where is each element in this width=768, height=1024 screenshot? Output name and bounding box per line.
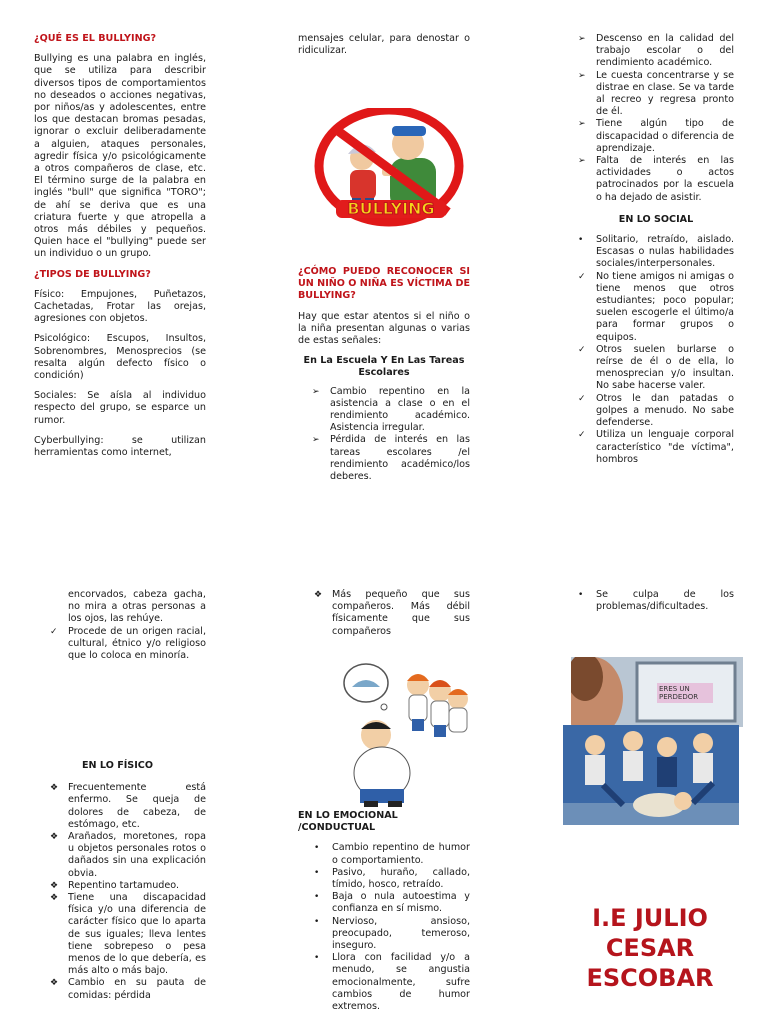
check-icon: ✓ [578,344,586,355]
list-item: ❖ Tiene una discapacidad física y/o una diferencia de carácter físico que lo aparta de sus iguales; lleva lentes tiene sobrepeso o pesa menos de lo que debería, es más alto o más bajo. [50,892,206,977]
bullying-logo-image [312,108,466,230]
school-bullying-illustration [563,725,739,825]
check-icon: ✓ [578,271,586,282]
list-item: ✓ Procede de un origen racial, cultural, étnico y/o religioso que lo coloca en minoría. [50,625,206,662]
list-item: ❖ Repentino tartamudeo. [50,879,180,891]
paragraph-encorvados: encorvados, cabeza gacha, no mira a otras personas a los ojos, las rehúye. [68,589,206,625]
title-line: ESCOBAR [586,964,714,992]
list-item: ➢ Le cuesta concentrarse y se distrae en clase. Se va tarde al recreo y regresa pronto de él. [578,69,734,118]
panel-emocional [298,810,470,1013]
heading-que-es: ¿QUÉ ES EL BULLYING? [34,33,157,44]
bullet-icon: • [578,235,584,246]
list-item: • Se culpa de los problemas/dificultades. [578,589,734,613]
diamond-bullet-icon: ❖ [50,832,59,843]
list-pequeno [314,589,470,638]
list-social [578,234,734,466]
institution-title [570,903,730,993]
arrow-bullet-icon: ➢ [578,34,586,44]
list-item: • Llora con facilidad y/o a menudo, se angustia emocionalmente, sufre cambios de humor extremos. [314,952,470,1013]
list-item: ❖ Cambio en su pauta de comidas: pérdida [50,977,206,1001]
list-item: • Pasivo, huraño, callado, tímido, hosco, retraído. [314,866,470,891]
paragraph-cyberbullying: Cyberbullying: se utilizan herramientas como internet, [34,434,206,459]
list-item: ➢ Descenso en la calidad del trabajo escolar o del rendimiento académico. [578,33,734,69]
list-item: • Nervioso, ansioso, preocupado, temeroso, inseguro. [314,915,470,952]
list-item: • Cambio repentino de humor o comportamiento. [314,842,470,866]
diamond-bullet-icon: ❖ [50,783,59,794]
diamond-bullet-icon: ❖ [50,880,59,891]
panel-reconocer-body [298,266,470,483]
check-icon: ✓ [578,393,586,404]
list-item: ✓ Utiliza un lenguaje corporal característico "de víctima", hombros [578,429,734,465]
list-item: • Solitario, retraído, aislado. Escasas o nulas habilidades sociales/interpersonales. [578,234,734,270]
heading-tipos: ¿TIPOS DE BULLYING? [34,268,151,280]
panel-fisico [50,760,206,1002]
check-icon: ✓ [578,430,586,441]
arrow-bullet-icon: ➢ [578,156,586,167]
list-item: ❖ Frecuentemente está enfermo. Se queja de dolores de cabeza, de estómago, etc. [50,782,206,830]
bullying-logo-label: BULLYING [336,200,446,218]
heading-social: EN LO SOCIAL [618,213,694,225]
heading-escuela: En La Escuela Y En Las Tareas Escolares [303,355,465,379]
heading-como-reconocer: ¿CÓMO PUEDO RECONOCER SI UN NIÑO O NIÑA ES VÍCTIMA DE BULLYING? [298,266,470,302]
bullied-child-illustration [340,655,472,807]
screen-text: ERES UN PERDEDOR [657,683,713,703]
check-icon: ✓ [50,626,58,637]
bullet-icon: • [314,953,320,964]
title-line: CESAR [605,934,695,962]
heading-emocional: EN LO EMOCIONAL /CONDUCTUAL [298,810,398,834]
arrow-bullet-icon: ➢ [312,435,320,446]
list-rendimiento [578,33,734,204]
list-item: ➢ Falta de interés en las actividades o actos patrocinados por la escuela o ha dejado de asistir. [578,155,734,203]
paragraph-sociales: Sociales: Se aísla al individuo respecto del grupo, se esparce un rumor. [34,390,206,426]
panel-portada [578,589,734,613]
paragraph-psicologico: Psicológico: Escupos, Insultos, Sobrenombres, Menosprecios (se resalta algún defecto físico o condición) [34,333,206,382]
bullet-icon: • [314,892,320,903]
bullet-icon: • [314,916,320,927]
paragraph-continuacion: mensajes celular, para denostar o ridiculizar. [298,33,470,57]
panel-mas-pequeno [314,589,470,638]
title-line: I.E JULIO [592,904,708,932]
list-origen [50,626,206,663]
panel-que-es [34,33,206,467]
diamond-bullet-icon: ❖ [314,590,323,600]
list-culpa [578,589,734,613]
list-item: ✓ Otros le dan patadas o golpes a menudo. No sabe defenderse. [578,392,734,429]
paragraph-fisico: Físico: Empujones, Puñetazos, Cachetadas, Frotar las orejas, agresiones con objetos. [34,288,206,325]
bullet-icon: • [314,843,320,854]
panel-continuacion-social [50,589,206,662]
list-item: ✓ No tiene amigos ni amigas o tiene menos que otros estudiantes; poco popular; suelen escogerle el último/a para formar grupos o equipos. [578,270,734,343]
diamond-bullet-icon: ❖ [50,893,59,904]
list-item: ❖ Más pequeño que sus compañeros. Más débil físicamente que sus compañeros [314,589,470,637]
arrow-bullet-icon: ➢ [312,386,320,397]
arrow-bullet-icon: ➢ [578,119,586,130]
diamond-bullet-icon: ❖ [50,978,59,989]
panel-reconocer [298,33,470,65]
list-item: • Baja o nula autoestima y confianza en sí mismo. [314,891,470,915]
list-escuela [298,386,470,484]
panel-senales [578,33,734,466]
heading-fisico: EN LO FÍSICO [82,760,153,771]
list-item: ➢ Cambio repentino en la asistencia a clase o en el rendimiento académico. Asistencia irregular. [312,385,470,434]
bullet-icon: • [578,590,584,600]
paragraph-intro-senales: Hay que estar atentos si el niño o la niña presentan algunas o varias de estas señales: [298,310,470,347]
list-item: ✓ Otros suelen burlarse o reírse de él o de ella, lo menosprecian y/o insultan. No sabe hacerse valer. [578,343,734,392]
list-item: ❖ Arañados, moretones, ropa u objetos personales rotos o dañados sin una explicación obvia. [50,831,206,879]
computer-screen-photo [571,657,743,727]
list-emocional [298,842,470,1013]
arrow-bullet-icon: ➢ [578,70,586,81]
list-fisico [50,782,206,1002]
list-item: ➢ Pérdida de interés en las tareas escolares /el rendimiento académico/los deberes. [312,434,470,483]
list-item: ➢ Tiene algún tipo de discapacidad o diferencia de aprendizaje. [578,118,734,154]
bullet-icon: • [314,867,320,878]
paragraph-definicion: Bullying es una palabra en inglés, que se utiliza para describir diversos tipos de comportamientos no deseados o acciones negativas, por niños/as y adolescentes, entre los que destacan bromas pesadas, ignorar o excluir deliberadamente a alguien, ataques personales, agredir física y/o psicológicamente a otros compañeros de clase, etc. El término surge de la palabra en inglés "bull" que significa "TORO"; de ahí se deriva que es una criatura fuerte y que atropella a otros más débiles y pequeños. Quien hace el "bullying" puede ser un individuo o un grupo. [34,53,206,260]
